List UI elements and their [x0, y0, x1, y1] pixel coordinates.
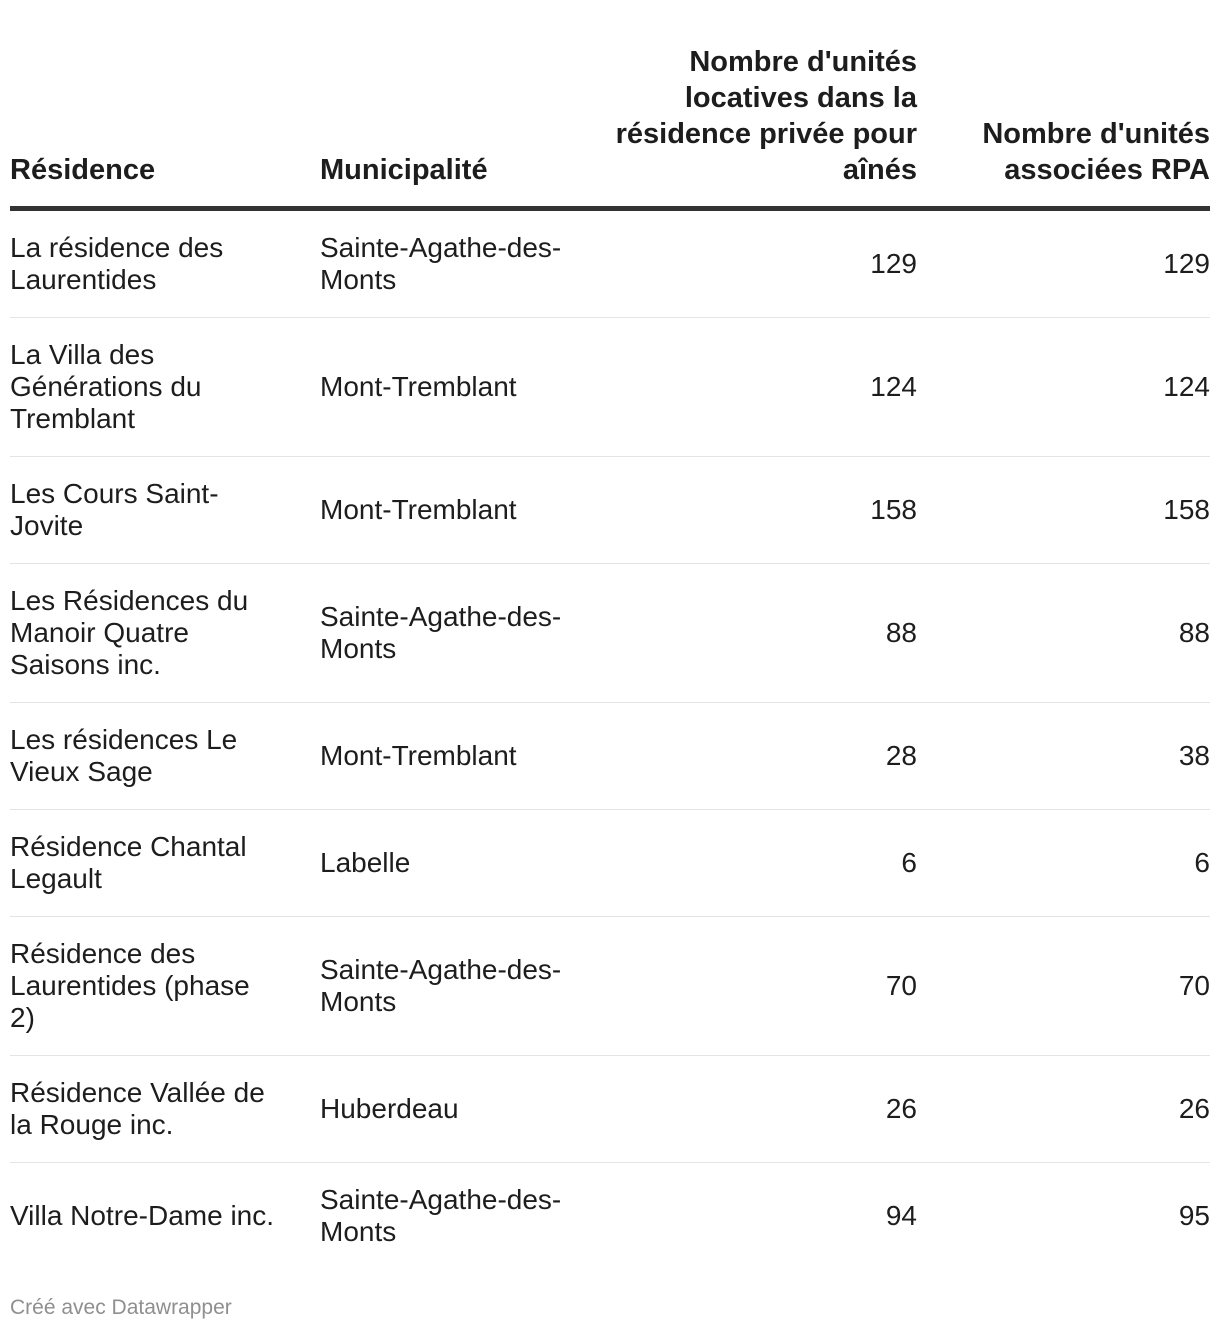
cell-municipalite: Mont-Tremblant [320, 703, 600, 810]
cell-residence: La Villa des Générations du Tremblant [10, 318, 320, 457]
cell-municipalite: Sainte-Agathe-des-Monts [320, 564, 600, 703]
data-table [10, 0, 1210, 1269]
cell-unites-rpa: 95 [1178, 1200, 1210, 1231]
cell-unites-locatives: 158 [600, 457, 917, 564]
cell-municipalite: Sainte-Agathe-des-Monts [320, 209, 600, 318]
cell-municipalite: Sainte-Agathe-des-Monts [320, 917, 600, 1056]
table-row [10, 1056, 1210, 1163]
column-header-residence[interactable]: Résidence [10, 0, 320, 209]
header-row [10, 0, 1210, 209]
table-row [10, 318, 1210, 457]
cell-unites-locatives: 26 [600, 1056, 917, 1163]
table-row [10, 917, 1210, 1056]
cell-municipalite: Mont-Tremblant [320, 457, 600, 564]
cell-unites-locatives: 28 [600, 703, 917, 810]
cell-municipalite: Sainte-Agathe-des-Monts [320, 1184, 562, 1247]
table-row [10, 810, 1210, 917]
column-header-municipalite[interactable]: Municipalité [320, 0, 600, 209]
cell-municipalite: Mont-Tremblant [320, 318, 600, 457]
cell-unites-rpa: 88 [917, 564, 1210, 703]
cell-unites-rpa: 26 [917, 1056, 1210, 1163]
table-row [10, 457, 1210, 564]
cell-unites-locatives: 88 [600, 564, 917, 703]
cell-unites-rpa: 6 [917, 810, 1210, 917]
cell-unites-locatives: 6 [600, 810, 917, 917]
cell-unites-rpa: 38 [917, 703, 1210, 810]
table-header [10, 0, 1210, 209]
cell-municipalite: Huberdeau [320, 1056, 600, 1163]
cell-residence: Résidence Vallée de la Rouge inc. [10, 1056, 320, 1163]
cell-residence: Les Cours Saint-Jovite [10, 457, 320, 564]
cell-residence: Les Résidences du Manoir Quatre Saisons inc. [10, 564, 320, 703]
table-container [10, 0, 1210, 1269]
cell-unites-locatives: 124 [600, 318, 917, 457]
cell-residence: La résidence des Laurentides [10, 209, 320, 318]
cell-unites-rpa: 124 [917, 318, 1210, 457]
cell-residence: Résidence Chantal Legault [10, 810, 320, 917]
cell-residence: Résidence des Laurentides (phase 2) [10, 917, 320, 1056]
cell-residence: Villa Notre-Dame inc. [10, 1200, 275, 1231]
cell-residence: Les résidences Le Vieux Sage [10, 703, 320, 810]
table-row [10, 1163, 1210, 1270]
cell-unites-locatives: 70 [600, 917, 917, 1056]
cell-unites-locatives: 94 [885, 1200, 917, 1231]
cell-unites-rpa: 129 [917, 209, 1210, 318]
cell-unites-rpa: 158 [917, 457, 1210, 564]
cell-unites-rpa: 70 [917, 917, 1210, 1056]
datawrapper-credit: Créé avec Datawrapper [10, 1296, 232, 1319]
cell-municipalite: Labelle [320, 810, 600, 917]
cell-unites-locatives: 129 [600, 209, 917, 318]
column-header-unites-rpa[interactable]: Nombre d'unités associées RPA [917, 0, 1210, 209]
column-header-unites-locatives[interactable]: Nombre d'unités locatives dans la résidence privée pour aînés [600, 0, 917, 209]
table-body [10, 209, 1210, 1270]
table-row [10, 209, 1210, 318]
table-row [10, 703, 1210, 810]
table-row [10, 564, 1210, 703]
